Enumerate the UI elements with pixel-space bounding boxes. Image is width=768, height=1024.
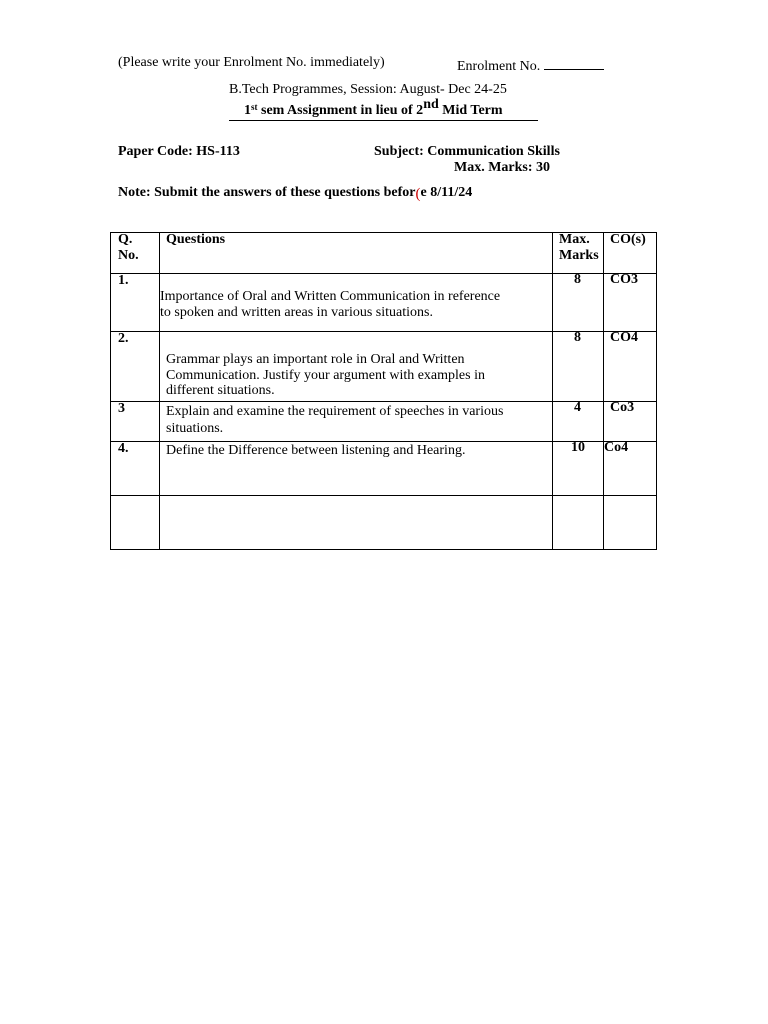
row2-question-line3: different situations. [166, 383, 275, 398]
enrolment-field[interactable] [457, 55, 604, 75]
row1-question-line2: to spoken and written areas in various situations. [160, 305, 433, 320]
row4-co: Co4 [604, 440, 629, 455]
title-sup-nd: nd [423, 97, 439, 112]
title-number: 1 [244, 103, 251, 118]
submission-note [118, 184, 472, 201]
edit-caret-mark: ( [415, 186, 421, 202]
row3-question-line1: Explain and examine the requirement of speeches in various [166, 404, 504, 419]
row1-question-line1: Importance of Oral and Written Communication in reference [160, 289, 501, 304]
row2-co: CO4 [610, 330, 638, 345]
header-cos: CO(s) [610, 232, 646, 247]
header-questions: Questions [166, 232, 226, 247]
empty-row [110, 495, 657, 549]
assignment-title [244, 97, 503, 119]
title-underline [229, 120, 538, 121]
row3-marks: 4 [574, 400, 581, 415]
header-marks-line2: Marks [559, 248, 599, 263]
title-part1: sem Assignment in lieu of 2 [257, 103, 424, 118]
enrolment-blank[interactable] [544, 55, 604, 70]
max-marks: Max. Marks: 30 [454, 160, 551, 175]
enrolment-label: Enrolment No. [457, 59, 541, 74]
row4-qno: 4. [118, 441, 129, 456]
row3-qno: 3 [118, 401, 125, 416]
row1-co: CO3 [610, 272, 638, 287]
header-marks-line1: Max. [559, 232, 590, 247]
subject: Subject: Communication Skills [374, 144, 560, 159]
header-qno-line1: Q. [118, 232, 133, 247]
row3-co: Co3 [610, 400, 635, 415]
row1-qno: 1. [118, 273, 129, 288]
row2-question-line2: Communication. Justify your argument with examples in [166, 368, 485, 383]
note-prefix: Note: Submit the answers of these questions befor [118, 185, 416, 200]
row2-question-line1: Grammar plays an important role in Oral and Written [166, 352, 465, 367]
row1-marks: 8 [574, 272, 581, 287]
row2-qno: 2. [118, 331, 129, 346]
title-part2: Mid Term [438, 103, 503, 118]
row4-marks: 10 [571, 440, 585, 455]
programme-session: B.Tech Programmes, Session: August- Dec 24-25 [229, 82, 507, 97]
header-qno-line2: No. [118, 248, 139, 263]
title-sup-st: st [251, 102, 258, 112]
table-border-bottom [110, 549, 657, 550]
row4-question-line1: Define the Difference between listening and Hearing. [166, 443, 466, 458]
enrolment-instruction: (Please write your Enrolment No. immediately) [118, 55, 385, 70]
note-suffix: e 8/11/24 [420, 185, 473, 200]
row3-question-line2: situations. [166, 421, 224, 436]
row2-marks: 8 [574, 330, 581, 345]
paper-code: Paper Code: HS-113 [118, 144, 240, 159]
